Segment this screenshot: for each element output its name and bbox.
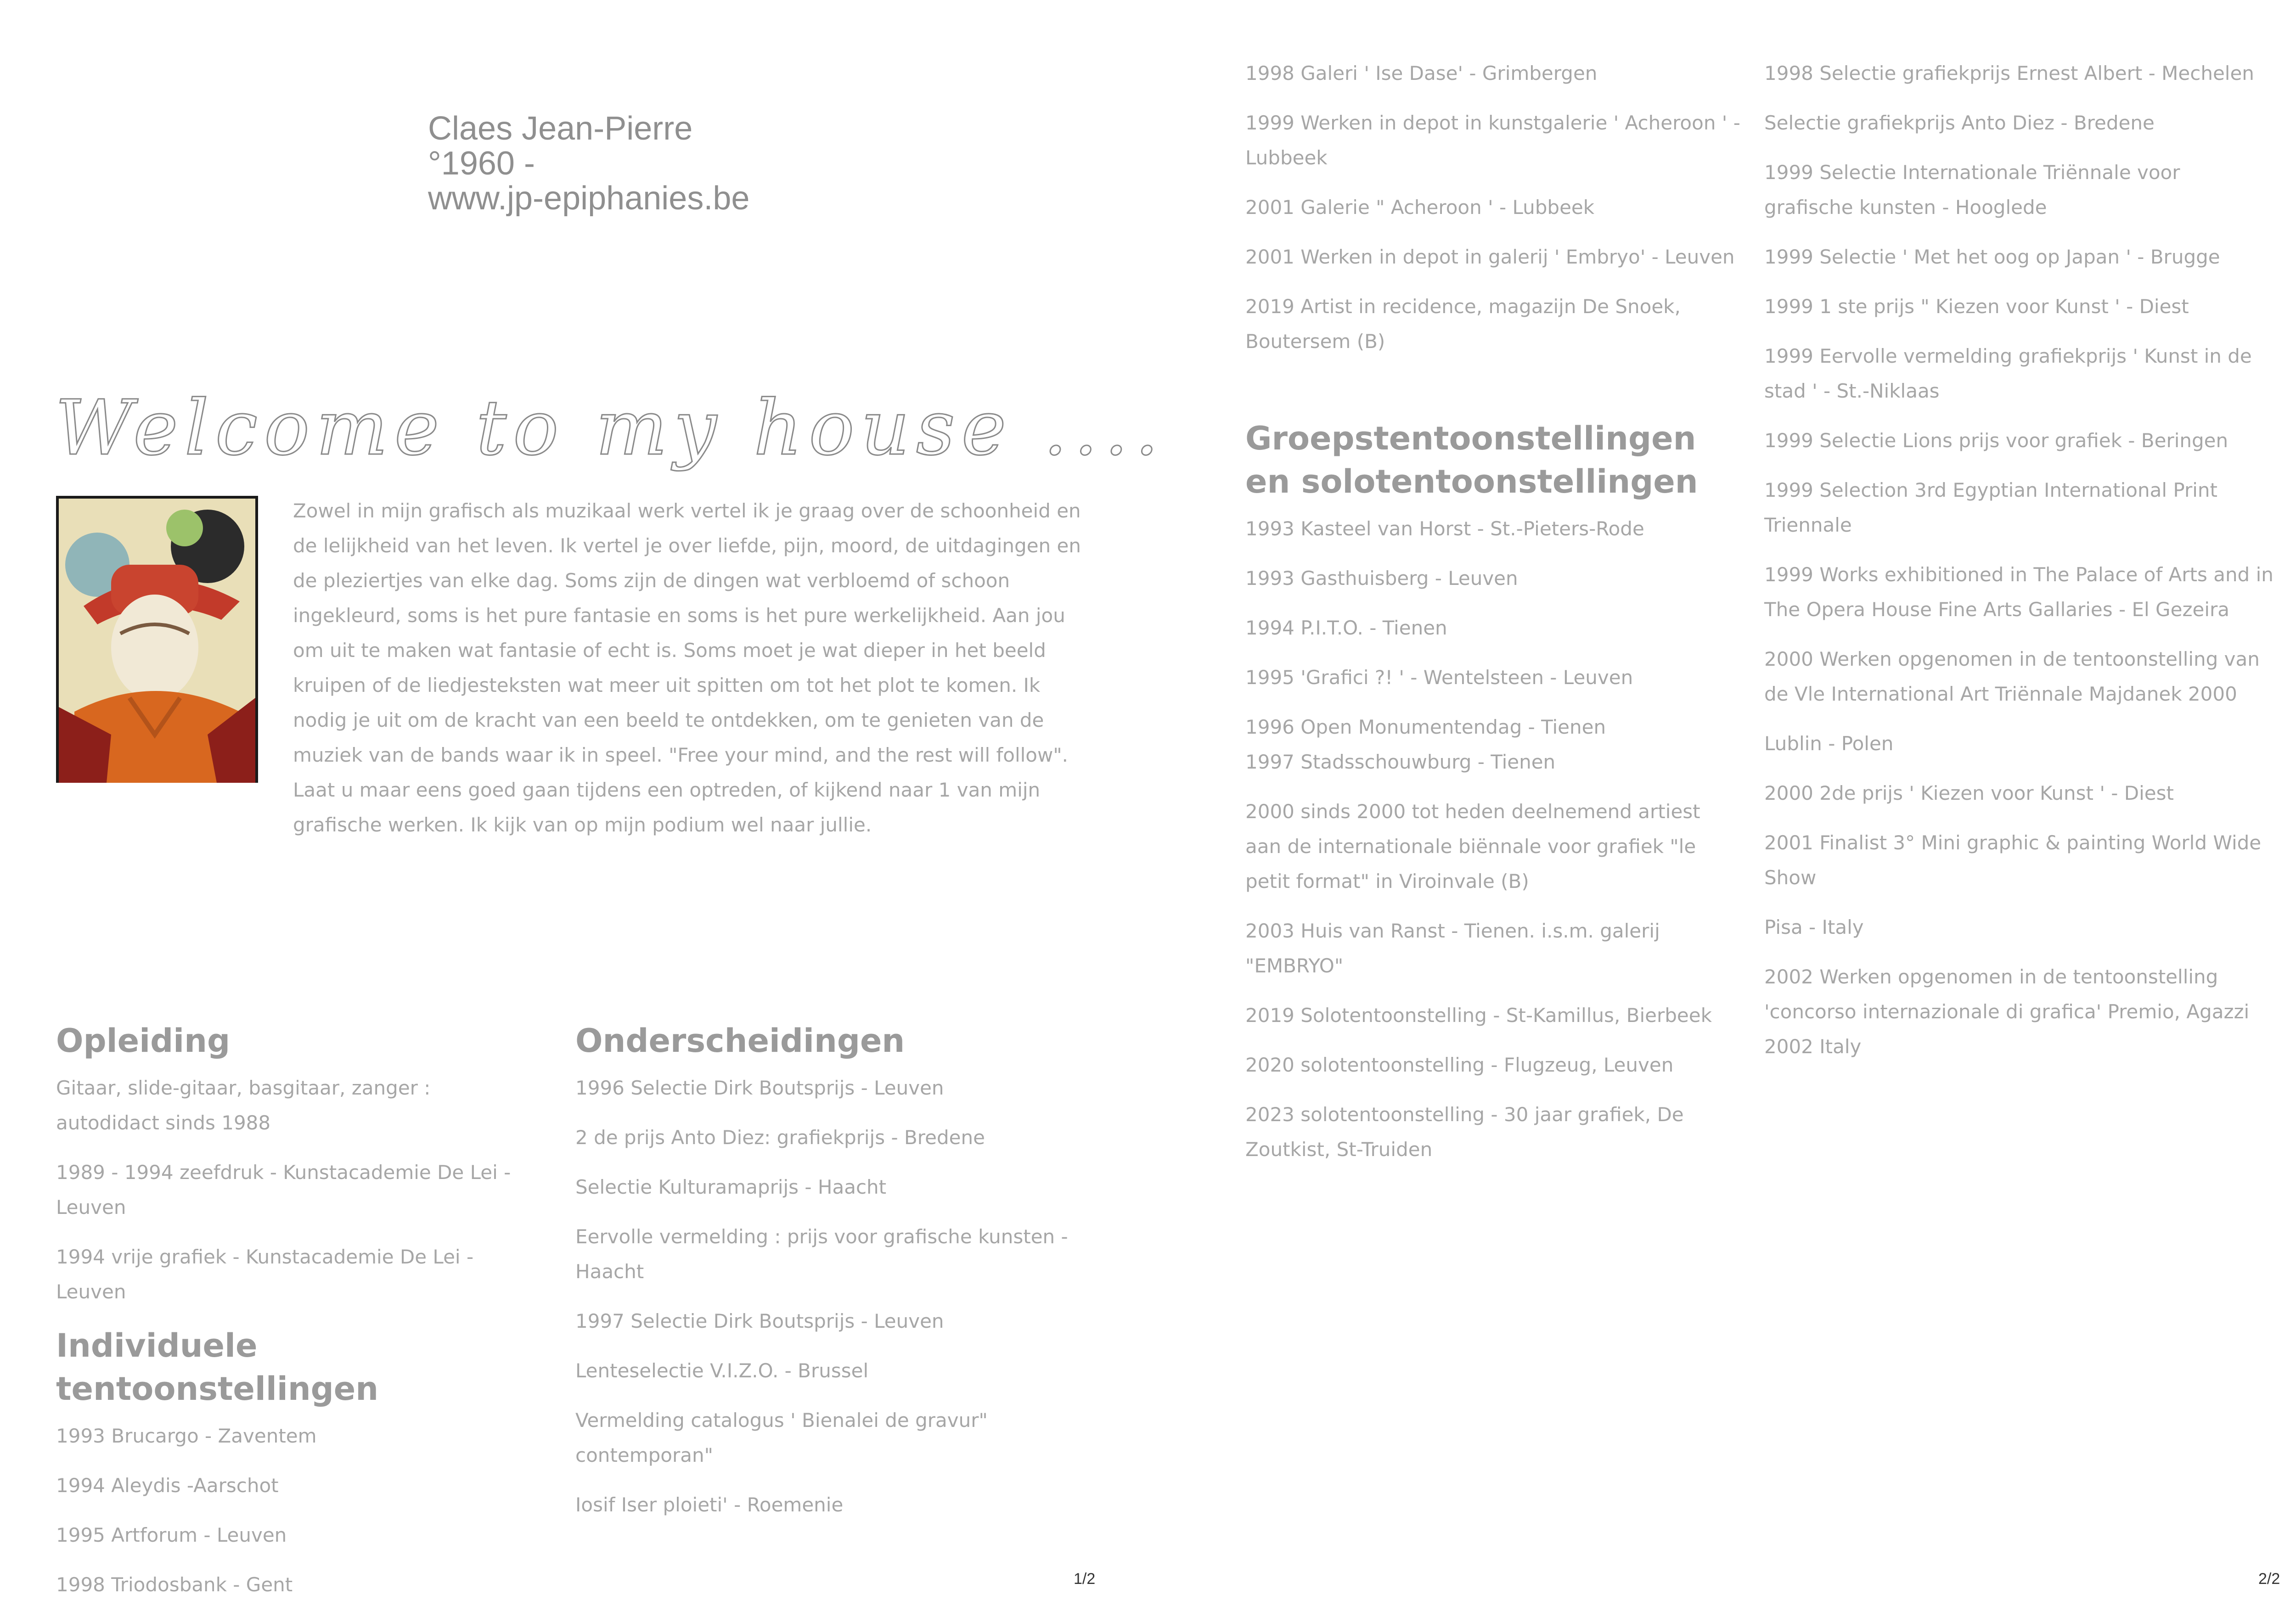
list-item: 1994 P.I.T.O. - Tienen — [1245, 617, 1447, 639]
list-item: 1993 Brucargo - Zaventem — [56, 1425, 317, 1447]
list-item: 2020 solotentoonstelling - Flugzeug, Leuven — [1245, 1054, 1674, 1076]
list-item: 2001 Finalist 3° Mini graphic & painting World Wide Show — [1764, 831, 2262, 889]
list-item: 1999 Selectie Lions prijs voor grafiek - Beringen — [1764, 429, 2228, 452]
list-item: 1996 Open Monumentendag - Tienen — [1245, 716, 1606, 738]
list-item: 1994 vrije grafiek - Kunstacademie De Lei - Leuven — [56, 1246, 474, 1303]
list-item: 1989 - 1994 zeefdruk - Kunstacademie De Lei - Leuven — [56, 1161, 511, 1218]
groeps-heading: Groepstentoonstellingen en solotentoonstellingen — [1245, 420, 1698, 500]
artist-header — [428, 111, 841, 216]
list-item: 1999 1 ste prijs " Kiezen voor Kunst ' - Diest — [1764, 295, 2189, 318]
list-item: 1997 Selectie Dirk Boutsprijs - Leuven — [575, 1310, 944, 1332]
list-item: 1998 Triodosbank - Gent — [56, 1573, 293, 1596]
list-item: 1993 Kasteel van Horst - St.-Pieters-Rode — [1245, 517, 1644, 540]
list-item: 1999 Eervolle vermelding grafiekprijs ' Kunst in de stad ' - St.-Niklaas — [1764, 345, 2252, 402]
list-item: 1996 Selectie Dirk Boutsprijs - Leuven — [575, 1077, 944, 1099]
list-item: 2002 Werken opgenomen in de tentoonstelling 'concorso internazionale di grafica' Premio, Agazzi 2002 Italy — [1764, 966, 2250, 1058]
list-item: 1998 Selectie grafiekprijs Ernest Albert - Mechelen — [1764, 62, 2254, 84]
artist-born: °1960 - — [428, 145, 535, 182]
list-item: 2001 Werken in depot in galerij ' Embryo' - Leuven — [1245, 246, 1735, 268]
list-item: 1994 Aleydis -Aarschot — [56, 1474, 279, 1497]
list-item: 1998 Galeri ' Ise Dase' - Grimbergen — [1245, 62, 1598, 84]
list-item: Iosif Iser ploieti' - Roemenie — [575, 1493, 844, 1516]
opleiding-heading: Opleiding — [56, 1022, 231, 1060]
list-item: Lenteselectie V.I.Z.O. - Brussel — [575, 1359, 869, 1382]
individuele-heading: Individuele tentoonstellingen — [56, 1327, 379, 1408]
artist-portrait — [56, 496, 258, 783]
list-item: 1995 Artforum - Leuven — [56, 1524, 287, 1546]
artist-name: Claes Jean-Pierre — [428, 110, 693, 147]
list-item: 2000 2de prijs ' Kiezen voor Kunst ' - Diest — [1764, 782, 2174, 804]
list-item: 1997 Stadsschouwburg - Tienen — [1245, 751, 1556, 773]
page2-column-2 — [1764, 56, 2274, 1079]
welcome-title: Welcome to my house .... — [55, 384, 1165, 472]
list-item: Vermelding catalogus ' Bienalei de gravur" contemporan" — [575, 1409, 988, 1466]
list-item: Selectie Kulturamaprijs - Haacht — [575, 1176, 887, 1198]
onderscheidingen-heading: Onderscheidingen — [575, 1022, 905, 1060]
list-item: 2019 Solotentoonstelling - St-Kamillus, Bierbeek — [1245, 1004, 1712, 1027]
list-item: 2 de prijs Anto Diez: grafiekprijs - Bredene — [575, 1126, 985, 1149]
page2-column-1 — [1245, 56, 1741, 1182]
list-item: 1999 Works exhibitioned in The Palace of Arts and in The Opera House Fine Arts Gallaries - El Gezeira — [1764, 563, 2273, 621]
list-item: 1999 Selection 3rd Egyptian International Print Triennale — [1764, 479, 2217, 536]
opleiding-section — [56, 1019, 538, 1617]
list-item: 1999 Werken in depot in kunstgalerie ' Acheroon ' - Lubbeek — [1245, 112, 1740, 169]
page-number-1: 1/2 — [1074, 1570, 1096, 1588]
list-item: 1995 'Grafici ?! ' - Wentelsteen - Leuven — [1245, 666, 1633, 689]
list-item: Gitaar, slide-gitaar, basgitaar, zanger : autodidact sinds 1988 — [56, 1077, 431, 1134]
list-item: 1993 Gasthuisberg - Leuven — [1245, 567, 1518, 590]
list-item: 2003 Huis van Ranst - Tienen. i.s.m. galerij "EMBRYO" — [1245, 920, 1660, 977]
list-item: 2000 sinds 2000 tot heden deelnemend artiest aan de internationale biënnale voor grafiek "le petit format" in Viroinvale (B) — [1245, 800, 1700, 893]
list-item: 2023 solotentoonstelling - 30 jaar grafiek, De Zoutkist, St-Truiden — [1245, 1103, 1684, 1161]
list-item: 2000 Werken opgenomen in de tentoonstelling van de Vle International Art Triënnale Majdanek 2000 — [1764, 648, 2260, 705]
page-number-2: 2/2 — [2258, 1570, 2280, 1588]
list-item: Lublin - Polen — [1764, 732, 1894, 755]
list-item: Eervolle vermelding : prijs voor grafische kunsten - Haacht — [575, 1225, 1068, 1283]
list-item: 1999 Selectie ' Met het oog op Japan ' - Brugge — [1764, 246, 2220, 268]
list-item: Selectie grafiekprijs Anto Diez - Bredene — [1764, 112, 2155, 134]
list-item: 2001 Galerie " Acheroon ' - Lubbeek — [1245, 196, 1595, 219]
onderscheidingen-section — [575, 1019, 1071, 1537]
list-item: 1999 Selectie Internationale Triënnale voor grafische kunsten - Hooglede — [1764, 161, 2180, 219]
artist-website[interactable]: www.jp-epiphanies.be — [428, 180, 750, 217]
list-item: Pisa - Italy — [1764, 916, 1864, 938]
intro-paragraph: Zowel in mijn grafisch als muzikaal werk vertel ik je graag over de schoonheid en de lelijkheid van het leven. Ik vertel je over liefde, pijn, moord, de uitdagingen en de pleziertjes van elke dag. Soms zijn de dingen wat verbloemd of schoon ingekleurd, soms is het pure fantasie en soms is het pure werkelijkheid. Aan jou om uit te maken wat fantasie of echt is. Soms moet je wat dieper in het beeld kruipen of de liedjesteksten wat meer uit spitten om tot het plot te komen. Ik nodig je uit om de kracht van een beeld te ontdekken, om te genieten van de muziek van de bands waar ik in speel. "Free your mind, and the rest will follow". Laat u maar eens goed gaan tijdens een optreden, of kijkend naar 1 van mijn grafische werken. Ik kijk van op mijn podium wel naar jullie. — [293, 500, 1081, 836]
list-item: 2019 Artist in recidence, magazijn De Snoek, Boutersem (B) — [1245, 295, 1681, 353]
